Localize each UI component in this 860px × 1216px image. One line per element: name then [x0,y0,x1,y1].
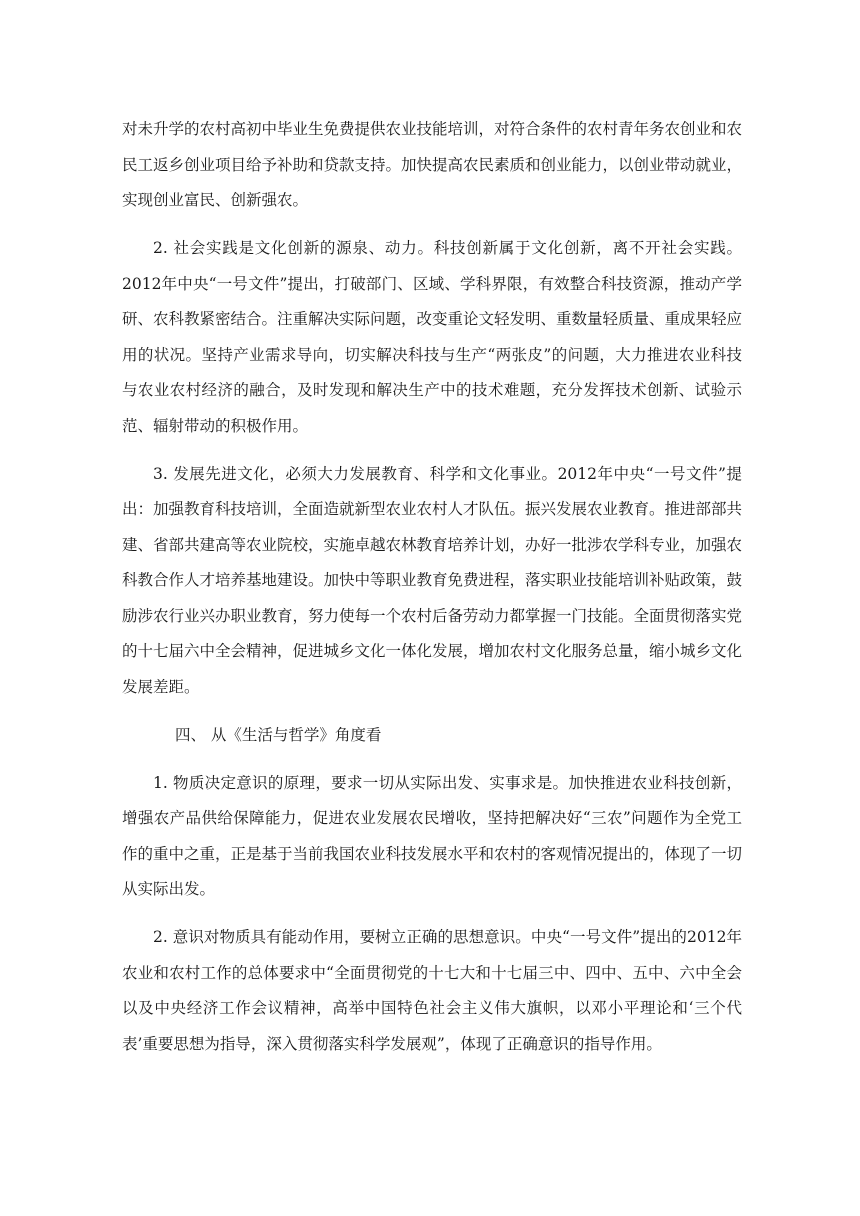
paragraph-point-2-consciousness-role: 2. 意识对物质具有能动作用，要树立正确的思想意识。中央“一号文件”提出的2012年农业和农村工作的总体要求中“全面贯彻党的十七大和十七届三中、四中、五中、六中全会以及中央经济工作会议精神，高举中国特色社会主义伟大旗帜，以邓小平理论和‘三个代表’重要思想为指导，深入贯彻落实科学发展观”，体现了正确意识的指导作用。 [122,928,742,1053]
document-page [122,112,742,1075]
paragraph-point-3-advanced-culture: 3. 发展先进文化，必须大力发展教育、科学和文化事业。2012年中央“一号文件”提出：加强教育科技培训，全面造就新型农业农村人才队伍。振兴发展农业教育。推进部部共建、省部共建高等农业院校，实施卓越农林教育培养计划，办好一批涉农学科专业，加强农科教合作人才培养基地建设。加快中等职业教育免费进程，落实职业技能培训补贴政策，鼓励涉农行业兴办职业教育，努力使每一个农村后备劳动力都掌握一门技能。全面贯彻落实党的十七届六中全会精神，促进城乡文化一体化发展，增加农村文化服务总量，缩小城乡文化发展差距。 [122,464,743,696]
paragraph-point-2-social-practice: 2. 社会实践是文化创新的源泉、动力。科技创新属于文化创新，离不开社会实践。2012年中央“一号文件”提出，打破部门、区域、学科界限，有效整合科技资源，推动产学研、农科教紧密结合。注重解决实际问题，改变重论文轻发明、重数量轻质量、重成果轻应用的状况。坚持产业需求导向，切实解决科技与生产“两张皮”的问题，大力推进农业科技与农业农村经济的融合，及时发现和解决生产中的技术难题，充分发挥技术创新、试验示范、辐射带动的积极作用。 [122,239,743,435]
paragraph-point-1-matter-consciousness: 1. 物质决定意识的原理，要求一切从实际出发、实事求是。加快推进农业科技创新，增强农产品供给保障能力，促进农业发展农民增收，坚持把解决好“三农”问题作为全党工作的重中之重，正是基于当前我国农业科技发展水平和农村的客观情况提出的，体现了一切从实际出发。 [122,773,743,898]
section-heading: 四、 从《生活与哲学》角度看 [175,725,382,744]
paragraph-continuation: 对未升学的农村高初中毕业生免费提供农业技能培训，对符合条件的农村青年务农创业和农民工返乡创业项目给予补助和贷款支持。加快提高农民素质和创业能力，以创业带动就业，实现创业富民、创新强农。 [122,120,743,209]
